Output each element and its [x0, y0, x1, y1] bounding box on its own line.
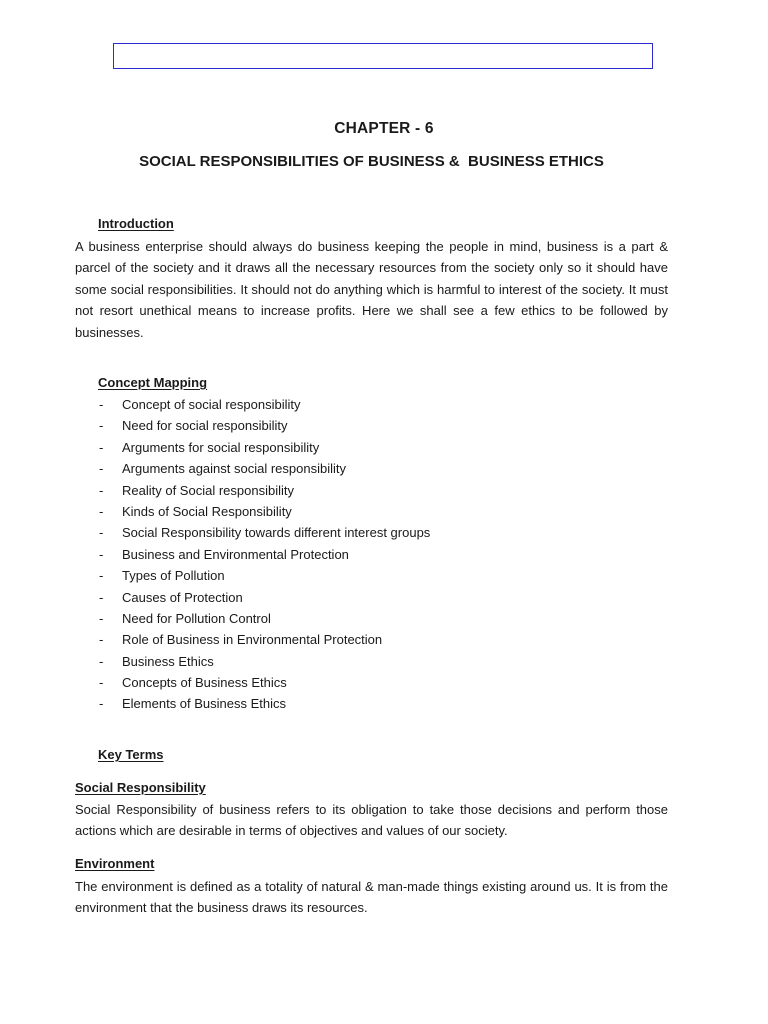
concept-mapping-item — [97, 608, 430, 629]
introduction-heading: Introduction — [98, 216, 174, 231]
concept-mapping-item — [97, 672, 430, 693]
concept-mapping-item — [97, 437, 430, 458]
concept-mapping-item-label: Social Responsibility towards different interest groups — [122, 525, 431, 541]
concept-mapping-item — [97, 522, 430, 543]
environment-paragraph: The environment is defined as a totality of natural & man-made things existing around us. It is from the environment that the business draws its resources. — [75, 879, 668, 916]
header-box — [113, 43, 653, 69]
concept-mapping-item — [97, 565, 430, 586]
list-bullet: - — [99, 675, 104, 691]
chapter-title: CHAPTER - 6 — [334, 120, 434, 137]
concept-mapping-heading: Concept Mapping — [98, 375, 208, 390]
concept-mapping-item — [97, 501, 430, 522]
concept-mapping-item — [97, 544, 430, 565]
chapter-subtitle: SOCIAL RESPONSIBILITIES OF BUSINESS & BUSINESS ETHICS — [139, 153, 604, 170]
concept-mapping-item-label: Elements of Business Ethics — [122, 696, 287, 712]
concept-mapping-item — [97, 587, 430, 608]
concept-mapping-item-label: Concepts of Business Ethics — [122, 675, 287, 691]
concept-mapping-item-label: Types of Pollution — [122, 568, 225, 584]
list-bullet: - — [99, 418, 104, 434]
list-bullet: - — [99, 653, 104, 669]
concept-mapping-item-label: Concept of social responsibility — [122, 397, 301, 412]
list-bullet: - — [99, 461, 104, 477]
concept-mapping-item-label: Kinds of Social Responsibility — [122, 503, 292, 519]
list-bullet: - — [99, 482, 104, 498]
concept-mapping-item-label: Role of Business in Environmental Protection — [122, 632, 383, 648]
concept-mapping-item-label: Business Ethics — [122, 653, 214, 669]
social-responsibility-heading: Social Responsibility — [75, 780, 206, 795]
concept-mapping-item — [97, 415, 430, 436]
concept-mapping-item — [97, 480, 430, 501]
concept-mapping-item — [97, 458, 430, 479]
list-bullet: - — [99, 632, 104, 648]
concept-mapping-item-label: Arguments against social responsibility — [122, 461, 346, 477]
list-bullet: - — [99, 525, 104, 541]
environment-heading: Environment — [75, 856, 155, 871]
concept-mapping-item — [97, 394, 430, 415]
introduction-paragraph: A business enterprise should always do business keeping the people in mind, business is a part & parcel of the society and it draws all the necessary resources from the society only so it should have some social responsibilities. It should not do anything which is harmful to interest of the society. It must not resort unethical means to increase profits. Here we shall see a few ethics to be followed by businesses. — [75, 239, 668, 340]
concept-mapping-item-label: Need for Pollution Control — [122, 610, 271, 626]
list-bullet: - — [99, 439, 104, 455]
concept-mapping-item — [97, 629, 430, 650]
concept-mapping-list — [97, 394, 430, 715]
list-bullet: - — [99, 610, 104, 626]
concept-mapping-item-label: Need for social responsibility — [122, 418, 288, 434]
social-responsibility-paragraph: Social Responsibility of business refers to its obligation to take those decisions and perform those actions which are desirable in terms of objectives and values of our society. — [75, 802, 668, 839]
concept-mapping-item — [97, 693, 430, 714]
list-bullet: - — [99, 696, 104, 712]
concept-mapping-item-label: Business and Environmental Protection — [122, 546, 349, 562]
key-terms-heading: Key Terms — [98, 747, 164, 762]
concept-mapping-item-label: Reality of Social responsibility — [122, 482, 294, 498]
list-bullet: - — [99, 589, 104, 605]
list-bullet: - — [99, 503, 104, 519]
list-bullet: - — [99, 568, 104, 584]
list-bullet: - — [99, 546, 104, 562]
concept-mapping-item-label: Causes of Protection — [122, 589, 243, 605]
concept-mapping-item — [97, 651, 430, 672]
concept-mapping-item-label: Arguments for social responsibility — [122, 439, 320, 455]
list-bullet: - — [99, 397, 104, 412]
